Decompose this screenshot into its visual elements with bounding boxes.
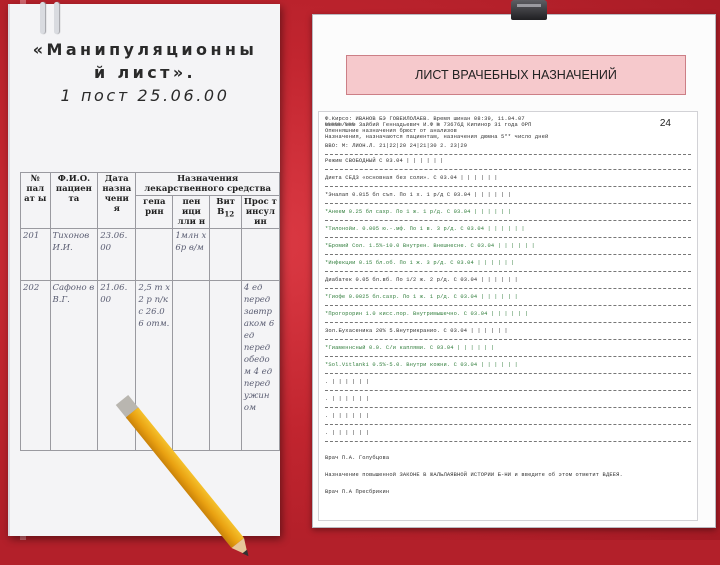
prescription-line: Врач П.А Пресбрикин: [325, 489, 390, 495]
dashed-separator: [325, 322, 691, 323]
cell-ward: 201: [21, 229, 51, 281]
dashed-separator: [325, 305, 691, 306]
cell-vitamin-b12: [210, 281, 241, 451]
prescription-line: . | | | | | |: [325, 396, 370, 402]
header-heparin: гепа рин: [136, 196, 173, 229]
prescription-line: *Тилонойи. 0.005 ю.-.мф. По 1 в. 3 р/д. С 03.04 | | | | | |: [325, 226, 525, 232]
page-number: 24: [659, 118, 671, 129]
dashed-separator: [325, 271, 691, 272]
prescription-line: *Гиофе 0.0025 бл.сахр. По 1 ж. 1 р/д. С 03.04 | | | | | |: [325, 294, 518, 300]
prescription-line: *Гиаменнсный 0.0. С/и каплями. С 03.04 | | | | | |: [325, 345, 495, 351]
prescription-line: Опенняшние назначения брюст от анализов: [325, 128, 458, 134]
cell-penicillin: 1млн х 6р в/м: [173, 229, 210, 281]
prescription-line: *Инфекции 0.15 бл.об. По 1 ж. 3 р/д. С 03.04 | | | | | |: [325, 260, 515, 266]
dashed-separator: [325, 154, 691, 155]
prescription-line: Назначения, назначаются пациентам, назначения дюмна 5** число дней: [325, 134, 549, 140]
cell-insulin: 4 ед перед завтр аком 6 ед перед обедо м 4 ед перед ужин ом: [241, 281, 279, 451]
dashed-separator: [325, 254, 691, 255]
title-line-1: «Манипуляционны: [32, 40, 258, 59]
cell-heparin: 2,5 т х 2 р п/к с 26.0 6 отм.: [136, 281, 173, 451]
cell-date: 21.06. 00: [98, 281, 136, 451]
notebook-title: [10, 38, 280, 107]
header-insulin: Прос т инсул ин: [241, 196, 279, 229]
dashed-separator: [325, 390, 691, 391]
binder-ring: [40, 2, 45, 34]
header-penicillin: пен ици лли н: [173, 196, 210, 229]
prescription-line: №№№№№/№№№ Зайбий Геннадьевич И.Ф № 73676Д Кипинор 31 года ОРП: [325, 122, 532, 128]
prescription-line: . | | | | | |: [325, 379, 370, 385]
dashed-separator: [325, 356, 691, 357]
binder-ring: [54, 2, 59, 34]
table-header-row: [21, 173, 280, 196]
cell-heparin: [136, 229, 173, 281]
prescription-line: Режим СВОБОДНЫЙ С 03.04 | | | | | |: [325, 158, 444, 164]
prescription-line: Врач П.А. Голубцова: [325, 455, 390, 461]
dashed-separator: [325, 186, 691, 187]
dashed-separator: [325, 424, 691, 425]
cell-patient: Сафоно в В.Г.: [50, 281, 98, 451]
panel-banner: ЛИСТ ВРАЧЕБНЫХ НАЗНАЧЕНИЙ: [346, 55, 686, 95]
prescription-line: *Эналап 0.015 бл съп. По 1 х. 1 р/д С 03.04 | | | | | |: [325, 192, 512, 198]
dashed-separator: [325, 220, 691, 221]
header-ward: № пал ат ы: [21, 173, 51, 229]
dashed-separator: [325, 237, 691, 238]
dashed-separator: [325, 339, 691, 340]
dashed-separator: [325, 373, 691, 374]
prescription-line: . | | | | | |: [325, 430, 370, 436]
prescription-line: *Бромий Сол. 1.5%-10.0 Внутрен. Внешнесне. С 03.04 | | | | | |: [325, 243, 535, 249]
header-date: Дата назна чени я: [98, 173, 136, 229]
cell-vitamin-b12: [210, 229, 241, 281]
prescription-line: Ф.Кирсо: ИВАНОВ БЭ ГОВЕИЛОЛАЕВ. Время шинан 08:39, 11.04.07: [325, 116, 525, 122]
manipulation-notebook: [8, 4, 280, 536]
prescription-sheet: [318, 111, 698, 521]
prescription-line: ВВО: М: ЛИОН.Л. 21|22|20 24|21|30 2. 23|29: [325, 143, 468, 149]
binder-clip-icon: [511, 0, 547, 20]
dashed-separator: [325, 407, 691, 408]
dashed-separator: [325, 441, 691, 442]
dashed-separator: [325, 288, 691, 289]
cell-patient: Тихонов И.И.: [50, 229, 98, 281]
title-line-2: й лист».: [93, 63, 197, 82]
manipulation-table: [20, 172, 280, 451]
title-line-3: 1 пост 25.06.00: [60, 86, 230, 105]
cell-insulin: [241, 229, 279, 281]
prescription-line: *Анеем 0.25 бл сахр. По 1 ж. 1 р/д. С 03.04 | | | | | |: [325, 209, 512, 215]
table-row: [21, 229, 280, 281]
dashed-separator: [325, 203, 691, 204]
header-vitamin-b12: Вит $В_{12}$: [210, 196, 241, 229]
prescription-line: Зол.Бухасеника 20% 5.Внутрикранио. С 03.04 | | | | | |: [325, 328, 508, 334]
prescription-line: Диета СЕДЗ «основная без соли». С 03.04 | | | | | |: [325, 175, 498, 181]
header-patient: Ф.И.О. пациен та: [50, 173, 98, 229]
dashed-separator: [325, 169, 691, 170]
cell-penicillin: [173, 281, 210, 451]
header-drug-group: Назначения лекарственного средства: [136, 173, 280, 196]
cell-ward: 202: [21, 281, 51, 451]
prescription-line: Диабатек 0.05 бл.вб. По 1/2 ж. 2 р/д. С 03.04 | | | | | |: [325, 277, 518, 283]
cell-date: 23.06. 00: [98, 229, 136, 281]
prescription-line: . | | | | | |: [325, 413, 370, 419]
prescription-line: *Прогорорин 1.0 кисс.пор. Внутримышечно. С 03.04 | | | | | |: [325, 311, 529, 317]
prescription-line: *Sol.Vitlanki 0.5%-5.0. Внутри кожни. С 03.04 | | | | | |: [325, 362, 518, 368]
prescription-line: Назначение повышенной ЗАКОНЕ В ЖАЛЬЛАЯВНОЙ ИСТОРИИ Б-НИ и введите об этом отметит ВДЕЕЯ.: [325, 472, 623, 478]
